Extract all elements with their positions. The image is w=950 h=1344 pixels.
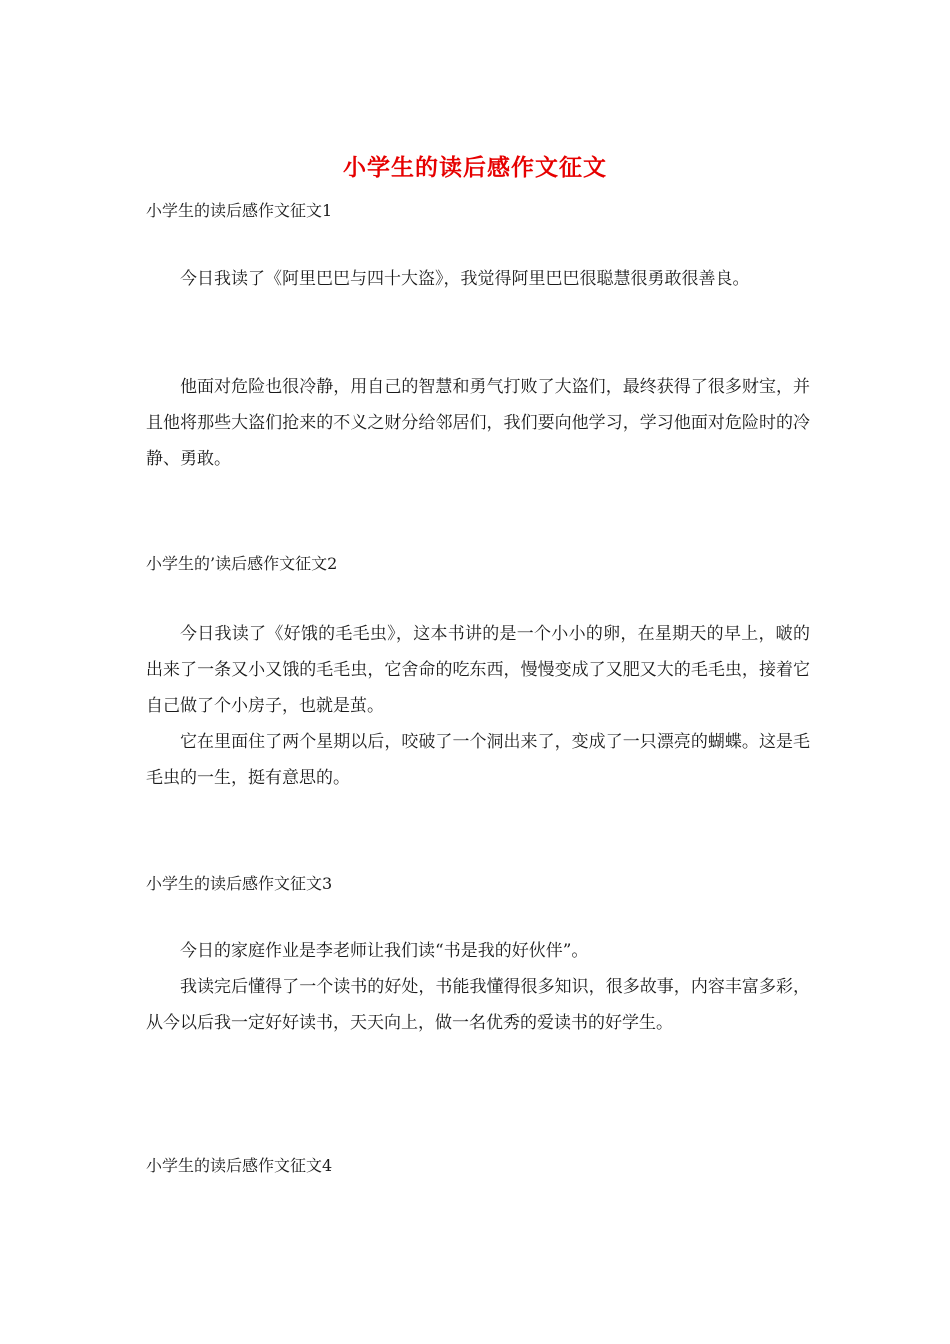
section-heading-4: 小学生的读后感作文征文4 (146, 1156, 333, 1175)
section-1-paragraph-2: 他面对危险也很冷静，用自己的智慧和勇气打败了大盗们，最终获得了很多财宝，并且他将那些大盗们抢来的不义之财分给邻居们，我们要向他学习，学习他面对危险时的冷静、勇敢。 (146, 377, 810, 469)
section-3-paragraph-2: 我读完后懂得了一个读书的好处，书能我懂得很多知识，很多故事，内容丰富多彩，从今以后我一定好好读书，天天向上，做一名优秀的爱读书的好学生。 (146, 977, 810, 1033)
section-heading-2: 小学生的’读后感作文征文2 (146, 554, 338, 573)
section-2-paragraph-2: 它在里面住了两个星期以后，咬破了一个洞出来了，变成了一只漂亮的蝴蝶。这是毛毛虫的一生，挺有意思的。 (146, 732, 810, 788)
document-title: 小学生的读后感作文征文 (343, 154, 607, 181)
section-2-paragraph-1: 今日我读了《好饿的毛毛虫》，这本书讲的是一个小小的卵，在星期天的早上，啵的出来了一条又小又饿的毛毛虫，它舍命的吃东西，慢慢变成了又肥又大的毛毛虫，接着它自己做了个小房子，也就是茧。 (146, 624, 810, 716)
section-heading-1: 小学生的读后感作文征文1 (146, 201, 333, 220)
section-heading-3: 小学生的读后感作文征文3 (146, 874, 333, 893)
section-3-paragraph-1: 今日的家庭作业是李老师让我们读“书是我的好伙伴”。 (180, 941, 589, 961)
section-1-paragraph-1: 今日我读了《阿里巴巴与四十大盗》，我觉得阿里巴巴很聪慧很勇敢很善良。 (180, 269, 750, 289)
